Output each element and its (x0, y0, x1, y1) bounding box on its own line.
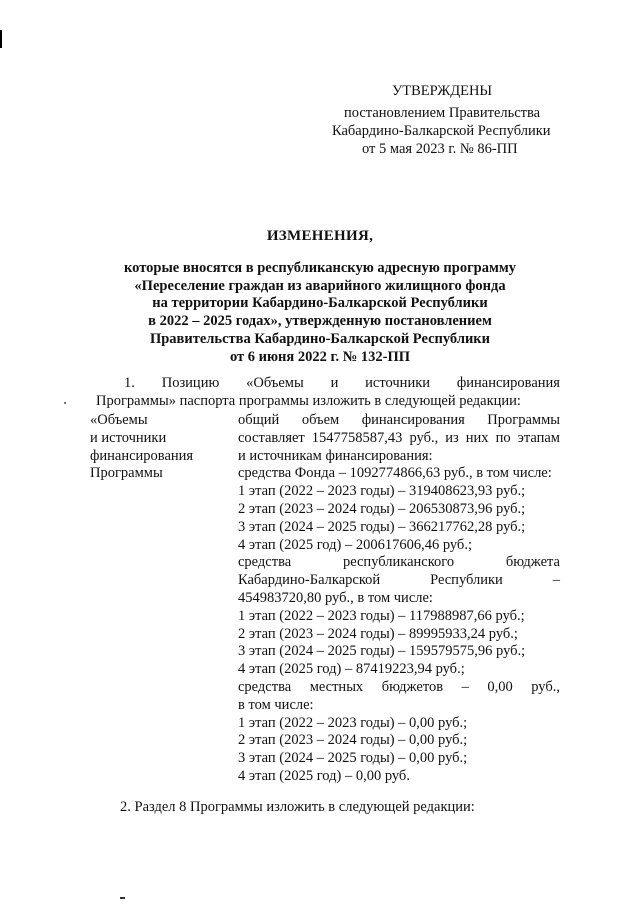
word: и (330, 375, 339, 391)
heading-line: «Переселение граждан из аварийного жилищного фонда (134, 277, 506, 294)
text-line: средства Фонда – 1092774866,63 руб., в том числе: (238, 465, 552, 482)
word: источники (365, 375, 431, 391)
document-heading (60, 228, 580, 367)
word: республиканского (342, 554, 455, 571)
word: составляет (238, 429, 305, 446)
word: средства (238, 554, 292, 571)
scan-bottom-mark (120, 897, 125, 899)
heading-line: от 6 июня 2022 г. № 132-ПП (229, 348, 411, 365)
word: общий (238, 412, 280, 428)
text-line: 3 этап (2024 – 2025 годы) – 366217762,28 руб.; (238, 518, 526, 535)
heading-line: Правительства Кабардино-Балкарской Республики (149, 330, 491, 347)
paragraph-1 (96, 374, 560, 410)
justified-line (238, 554, 560, 572)
approval-line: Кабардино-Балкарской Республики (332, 123, 551, 139)
heading-subtitle (60, 260, 580, 367)
word: по (495, 429, 511, 446)
word: этапам (517, 429, 560, 446)
passport-left-column (90, 412, 230, 483)
text-line: 454983720,80 руб., в том числе: (238, 589, 433, 606)
word: из (445, 429, 459, 446)
justified-line (238, 412, 560, 430)
word: них (465, 429, 489, 446)
passport-right-column (238, 412, 560, 786)
text-line: 1 этап (2022 – 2023 годы) – 117988987,66 руб.; (238, 607, 525, 624)
text-line: в том числе: (238, 696, 314, 713)
word: бюджетов (381, 678, 444, 695)
word: финансирования (361, 412, 465, 428)
text-line: 4 этап (2025 год) – 200617606,46 руб.; (238, 536, 472, 553)
word: 1547758587,43 (311, 429, 403, 446)
text-line: 3 этап (2024 – 2025 годы) – 159579575,96 руб.; (238, 643, 526, 660)
text-line: 2 этап (2023 – 2024 годы) – 206530873,96 руб.; (238, 500, 526, 517)
word: Позицию (161, 375, 220, 391)
scan-edge-mark (0, 30, 2, 48)
word: – (461, 678, 469, 695)
word: местных (309, 678, 364, 695)
text-line: 4 этап (2025 год) – 87419223,94 руб.; (238, 661, 465, 678)
approval-line: постановлением Правительства (344, 105, 541, 121)
approval-title: УТВЕРЖДЕНЫ (392, 83, 493, 99)
left-line: финансирования (90, 447, 194, 464)
text-line: и источникам финансирования: (238, 447, 433, 464)
text-line: 2 этап (2023 – 2024 годы) – 89995933,24 руб.; (238, 625, 518, 642)
word: Программы (487, 412, 560, 428)
word: средства (238, 678, 292, 695)
word: объем (301, 412, 340, 428)
word: Кабардино-Балкарской (238, 572, 381, 589)
justified-line (238, 572, 560, 590)
word: бюджета (505, 554, 560, 571)
text-line: 1 этап (2022 – 2023 годы) – 0,00 руб.; (238, 714, 468, 731)
text-line: 1 этап (2022 – 2023 годы) – 319408623,93 руб.; (238, 483, 526, 500)
scan-dot-mark (64, 402, 66, 404)
text-line: 2 этап (2023 – 2024 годы) – 0,00 руб.; (238, 732, 468, 749)
word: «Объемы (246, 375, 304, 391)
justified-line (238, 430, 560, 448)
word: руб., (409, 429, 439, 446)
word: руб., (531, 678, 560, 695)
word: 1. (124, 375, 135, 391)
heading-line: в 2022 – 2025 годах», утвержденную постановлением (148, 313, 492, 330)
left-line: Программы (90, 465, 163, 482)
heading-line: которые вносятся в республиканскую адресную программу (124, 259, 516, 276)
paragraph-1-first-line (96, 374, 560, 392)
heading-title: ИЗМЕНЕНИЯ, (266, 228, 374, 244)
word: 0,00 (487, 678, 513, 695)
justified-line (238, 679, 560, 697)
text-line: 3 этап (2024 – 2025 годы) – 0,00 руб.; (238, 750, 468, 767)
approval-date: от 5 мая 2023 г. № 86-ПП (362, 141, 518, 157)
heading-line: на территории Кабардино-Балкарской Республики (152, 295, 488, 312)
left-line: «Объемы (90, 412, 148, 428)
paragraph-2: 2. Раздел 8 Программы изложить в следующей редакции: (120, 799, 475, 815)
paragraph-1-continuation: Программы» паспорта программы изложить в следующей редакции: (96, 393, 521, 409)
text-line: 4 этап (2025 год) – 0,00 руб. (238, 767, 410, 784)
left-line: и источники (90, 429, 167, 446)
word: Республики (430, 572, 503, 589)
word: – (552, 572, 560, 589)
word: финансирования (456, 375, 560, 391)
